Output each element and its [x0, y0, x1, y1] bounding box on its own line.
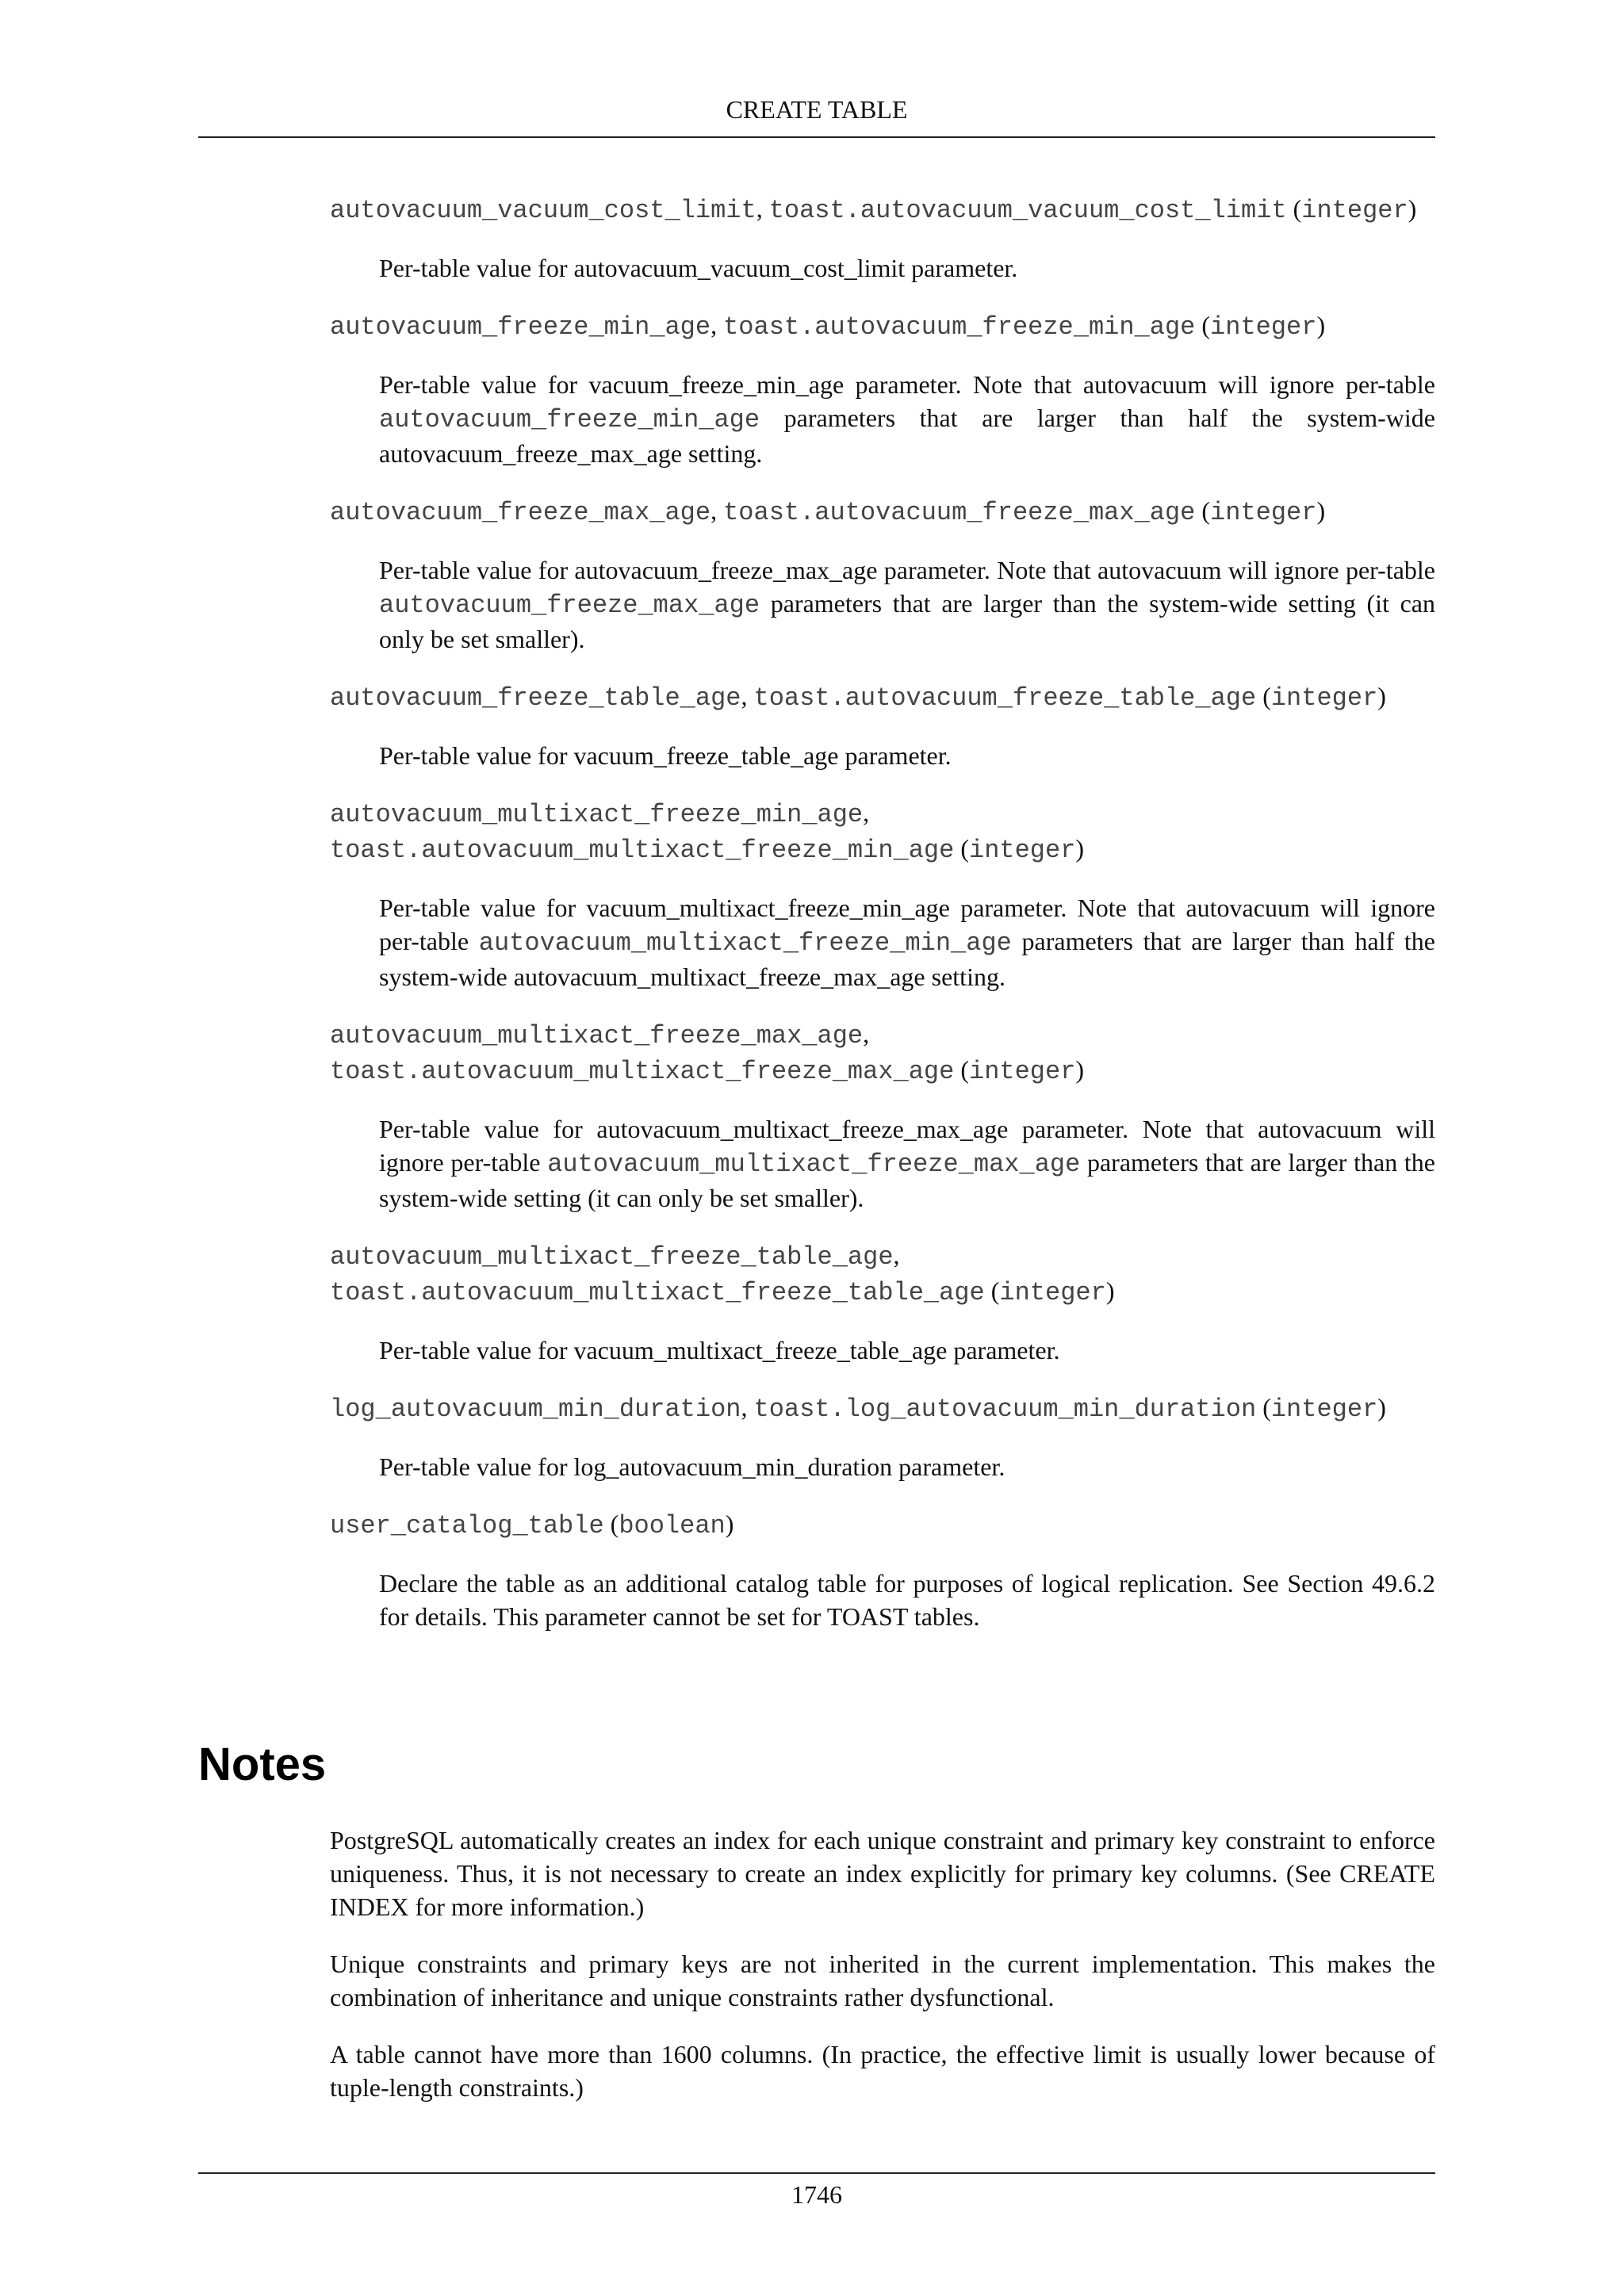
- parameter-term: log_autovacuum_min_duration, toast.log_autovacuum_min_duration (integer): [330, 1393, 1386, 1424]
- inline-code: autovacuum_multixact_freeze_max_age: [547, 1150, 1081, 1179]
- parameter-name: autovacuum_multixact_freeze_max_age: [330, 1021, 864, 1050]
- parameter-entry: [330, 308, 1435, 470]
- parameter-entry: [330, 1507, 1435, 1633]
- toast-parameter-name: toast.autovacuum_multixact_freeze_max_age: [330, 1057, 955, 1086]
- parameter-description: Per-table value for vacuum_multixact_freeze_table_age parameter.: [379, 1336, 1060, 1364]
- parameter-term: autovacuum_multixact_freeze_max_age, toast.autovacuum_multixact_freeze_max_age (integer): [330, 1020, 1085, 1086]
- parameter-type: integer: [1210, 312, 1317, 342]
- parameter-entry: [330, 494, 1435, 656]
- parameter-name: autovacuum_freeze_table_age: [330, 683, 741, 713]
- notes-section: [330, 1823, 1435, 2128]
- inline-code: autovacuum_freeze_min_age: [379, 405, 760, 434]
- parameter-description: Per-table value for log_autovacuum_min_duration parameter.: [379, 1452, 1005, 1481]
- parameter-term: autovacuum_freeze_table_age, toast.autovacuum_freeze_table_age (integer): [330, 682, 1386, 713]
- notes-paragraph: PostgreSQL automatically creates an index for each unique constraint and primary key constraint to enforce uniqueness. Thus, it is not necessary to create an index explicitly for primary key columns. (See CREATE INDEX for more information.): [330, 1826, 1435, 1921]
- parameter-entry: [330, 1238, 1435, 1367]
- toast-parameter-name: toast.autovacuum_multixact_freeze_table_age: [330, 1278, 985, 1307]
- parameter-description: Per-table value for vacuum_multixact_freeze_min_age parameter. Note that autovacuum will ignore per-table autovacuum_multixact_freeze_min_age parameters that are larger than half the system-wide autovacuum_multixact_freeze_max_age setting.: [379, 894, 1436, 991]
- toast-parameter-name: toast.autovacuum_vacuum_cost_limit: [768, 196, 1287, 225]
- parameter-entry: [330, 1017, 1435, 1215]
- toast-parameter-name: toast.log_autovacuum_min_duration: [753, 1395, 1257, 1424]
- parameter-description: Per-table value for vacuum_freeze_min_age parameter. Note that autovacuum will ignore per-table autovacuum_freeze_min_age parameters that are larger than half the system-wide autovacuum_freeze_max_age setting.: [379, 370, 1435, 468]
- parameter-name: autovacuum_multixact_freeze_min_age: [330, 800, 864, 829]
- footer-rule: [198, 2172, 1435, 2174]
- parameter-term: user_catalog_table (boolean): [330, 1510, 734, 1540]
- parameter-type: integer: [1270, 1395, 1378, 1424]
- parameter-type: integer: [968, 1057, 1076, 1086]
- notes-paragraph: Unique constraints and primary keys are not inherited in the current implementation. This makes the combination of inheritance and unique constraints rather dysfunctional.: [330, 1950, 1435, 2011]
- toast-parameter-name: toast.autovacuum_multixact_freeze_min_age: [330, 836, 955, 865]
- parameter-term: autovacuum_freeze_min_age, toast.autovacuum_freeze_min_age (integer): [330, 311, 1326, 342]
- inline-code: autovacuum_multixact_freeze_min_age: [478, 928, 1012, 958]
- parameter-description: Per-table value for autovacuum_freeze_max_age parameter. Note that autovacuum will ignore per-table autovacuum_freeze_max_age parameters that are larger than the system-wide setting (it can only be set smaller).: [379, 556, 1435, 653]
- parameter-type: integer: [1210, 498, 1317, 527]
- parameter-description: Declare the table as an additional catalog table for purposes of logical replication. See Section 49.6.2 for details. This parameter cannot be set for TOAST tables.: [379, 1569, 1435, 1631]
- toast-parameter-name: toast.autovacuum_freeze_max_age: [723, 498, 1196, 527]
- parameter-name: autovacuum_multixact_freeze_table_age: [330, 1242, 894, 1272]
- parameter-description: Per-table value for autovacuum_vacuum_cost_limit parameter.: [379, 254, 1018, 282]
- parameter-name: autovacuum_freeze_min_age: [330, 312, 711, 342]
- parameter-type: boolean: [619, 1511, 726, 1540]
- running-header: CREATE TABLE: [726, 95, 908, 124]
- parameter-type: integer: [1270, 683, 1378, 713]
- toast-parameter-name: toast.autovacuum_freeze_table_age: [753, 683, 1257, 713]
- parameter-list: [330, 192, 1435, 1657]
- parameter-type: integer: [999, 1278, 1106, 1307]
- parameter-name: autovacuum_vacuum_cost_limit: [330, 196, 756, 225]
- parameter-type: integer: [968, 836, 1076, 865]
- notes-paragraph: A table cannot have more than 1600 columns. (In practice, the effective limit is usually lower because of tuple-length constraints.): [330, 2040, 1435, 2102]
- parameter-name: user_catalog_table: [330, 1511, 604, 1540]
- parameter-type: integer: [1301, 196, 1408, 225]
- parameter-description: Per-table value for autovacuum_multixact_freeze_max_age parameter. Note that autovacuum will ignore per-table autovacuum_multixact_freeze_max_age parameters that are larger than the system-wide setting (it can only be set smaller).: [379, 1115, 1436, 1212]
- parameter-description: Per-table value for vacuum_freeze_table_age parameter.: [379, 741, 952, 770]
- notes-heading: Notes: [198, 1739, 327, 1790]
- parameter-term: autovacuum_multixact_freeze_min_age, toast.autovacuum_multixact_freeze_min_age (integer): [330, 798, 1085, 865]
- parameter-term: autovacuum_vacuum_cost_limit, toast.autovacuum_vacuum_cost_limit (integer): [330, 194, 1417, 225]
- parameter-term: autovacuum_freeze_max_age, toast.autovacuum_freeze_max_age (integer): [330, 496, 1326, 527]
- parameter-entry: [330, 679, 1435, 772]
- toast-parameter-name: toast.autovacuum_freeze_min_age: [723, 312, 1196, 342]
- parameter-entry: [330, 796, 1435, 993]
- inline-code: autovacuum_freeze_max_age: [379, 591, 760, 620]
- header-rule: [198, 136, 1435, 138]
- parameter-entry: [330, 192, 1435, 285]
- parameter-entry: [330, 1391, 1435, 1483]
- parameter-term: autovacuum_multixact_freeze_table_age, toast.autovacuum_multixact_freeze_table_age (integer): [330, 1241, 1115, 1307]
- parameter-name: log_autovacuum_min_duration: [330, 1395, 741, 1424]
- page-number: 1746: [791, 2180, 842, 2209]
- parameter-name: autovacuum_freeze_max_age: [330, 498, 711, 527]
